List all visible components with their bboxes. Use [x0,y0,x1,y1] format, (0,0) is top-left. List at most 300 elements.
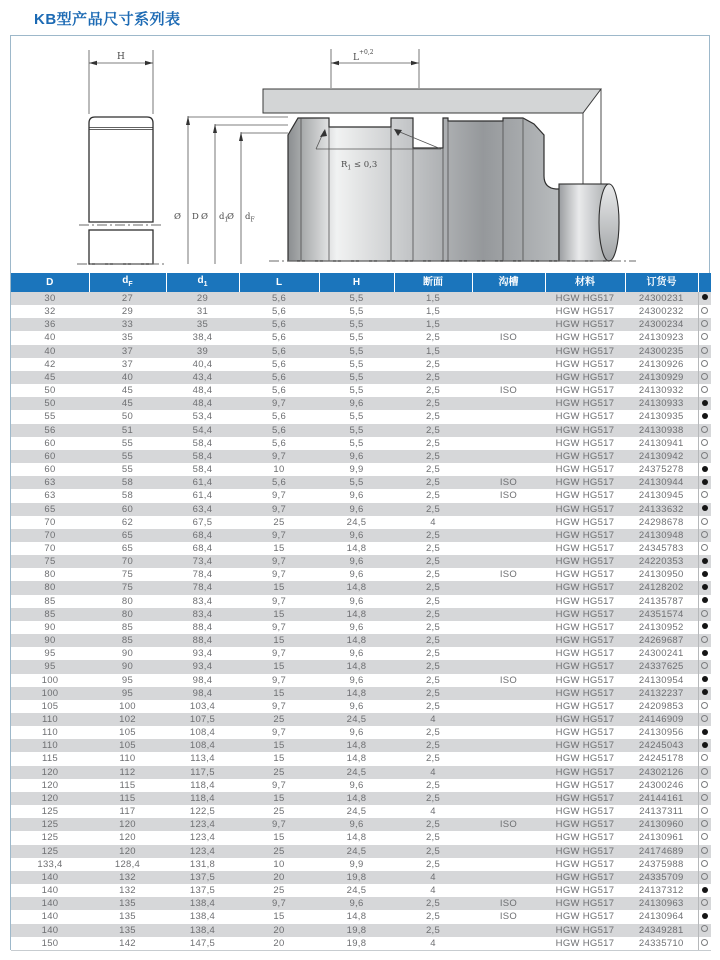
cell: 40 [11,331,89,344]
cell: 15 [239,739,319,752]
availability-cell [698,410,711,423]
table-row [11,858,711,871]
cell: 135 [89,897,166,910]
cell: 100 [11,687,89,700]
availability-cell [698,358,711,371]
cell: 5,5 [319,318,394,331]
cell: 2,5 [394,476,472,489]
cell [472,463,545,476]
shaft-assembly [269,118,636,261]
cell: 24220353 [625,555,698,568]
cell: 9,7 [239,450,319,463]
cell: 20 [239,937,319,951]
availability-cell [698,700,711,713]
cell: 125 [11,818,89,831]
cell: 78,4 [166,568,239,581]
cell: 24351574 [625,608,698,621]
cell: HGW HG517 [545,397,625,410]
open-dot-icon [701,662,708,669]
table-row [11,805,711,818]
cell: 2,5 [394,752,472,765]
cell: 95 [89,687,166,700]
cell [472,410,545,423]
cell: 30 [11,292,89,305]
cell: 9,6 [319,529,394,542]
cell: 93,4 [166,660,239,673]
table-row [11,318,711,331]
cell: 2,5 [394,621,472,634]
cell: 10 [239,463,319,476]
table-row [11,818,711,831]
cell: 2,5 [394,845,472,858]
cell: HGW HG517 [545,766,625,779]
cell: 2,5 [394,358,472,371]
cell: 5,6 [239,371,319,384]
availability-cell [698,818,711,831]
cell: 24245043 [625,739,698,752]
table-row [11,437,711,450]
availability-cell [698,831,711,844]
cell: 2,5 [394,792,472,805]
table-row [11,331,711,344]
col-header-order-number: 订货号 [625,273,698,292]
table-row [11,581,711,594]
cell: 9,6 [319,555,394,568]
table-row [11,871,711,884]
cell [472,660,545,673]
cell: 24130944 [625,476,698,489]
cell: 83,4 [166,608,239,621]
l-dimension [331,49,419,88]
cell: 9,7 [239,555,319,568]
cell [472,700,545,713]
cell: 88,4 [166,634,239,647]
cell: 140 [11,897,89,910]
cell: 125 [11,831,89,844]
cell: 73,4 [166,555,239,568]
cell: HGW HG517 [545,779,625,792]
cell: 15 [239,581,319,594]
cell: 5,6 [239,318,319,331]
col-header-d1: $d_1$ [166,273,239,292]
cell: 45 [11,371,89,384]
cell: 131,8 [166,858,239,871]
availability-cell [698,305,711,318]
cell: HGW HG517 [545,818,625,831]
cell: 98,4 [166,674,239,687]
cell: 2,5 [394,726,472,739]
cell: 24130923 [625,331,698,344]
cell: 138,4 [166,897,239,910]
cell: 24,5 [319,713,394,726]
filled-dot-icon [702,505,708,511]
cell: 95 [11,660,89,673]
cell: 90 [89,647,166,660]
cell: 9,7 [239,897,319,910]
open-dot-icon [701,610,708,617]
cell: HGW HG517 [545,595,625,608]
cell [472,884,545,897]
filled-dot-icon [702,650,708,656]
cell: ISO [472,476,545,489]
availability-cell [698,568,711,581]
filled-dot-icon [702,479,708,485]
availability-cell [698,437,711,450]
cell: 9,7 [239,529,319,542]
cell: 128,4 [89,858,166,871]
cell: 24,5 [319,805,394,818]
availability-cell [698,871,711,884]
cell [472,647,545,660]
cell: 98,4 [166,687,239,700]
cell: HGW HG517 [545,726,625,739]
cell: 1,5 [394,318,472,331]
filled-dot-icon [702,294,708,300]
cell: 14,8 [319,831,394,844]
cell: HGW HG517 [545,450,625,463]
cell: 70 [11,516,89,529]
cell: 9,6 [319,450,394,463]
cell: 24302126 [625,766,698,779]
cell: 24375278 [625,463,698,476]
cell: HGW HG517 [545,897,625,910]
cell: 85 [11,608,89,621]
cell [472,831,545,844]
filled-dot-icon [702,558,708,564]
col-header-availability [698,273,711,292]
cell: 10 [239,858,319,871]
cell: 5,5 [319,292,394,305]
open-dot-icon [701,518,708,525]
cell: 9,7 [239,503,319,516]
availability-cell [698,331,711,344]
cell: HGW HG517 [545,410,625,423]
filled-dot-icon [702,887,708,893]
cell: 50 [11,397,89,410]
cell: 2,5 [394,831,472,844]
table-row [11,568,711,581]
cell: 2,5 [394,739,472,752]
cell: 120 [11,792,89,805]
cell [472,871,545,884]
cell: 24300232 [625,305,698,318]
open-dot-icon [701,807,708,814]
cell: 24130941 [625,437,698,450]
cell: 9,6 [319,489,394,502]
dia-df-label: $d_F$ [245,212,255,224]
cell: 105 [11,700,89,713]
availability-cell [698,766,711,779]
open-dot-icon [701,386,708,393]
availability-cell [698,318,711,331]
cell: HGW HG517 [545,739,625,752]
cell: 61,4 [166,476,239,489]
cell: 118,4 [166,792,239,805]
cell: 24132237 [625,687,698,700]
cell: HGW HG517 [545,318,625,331]
cell: 51 [89,424,166,437]
cell: 5,5 [319,424,394,437]
cell: 48,4 [166,397,239,410]
cell: 120 [11,779,89,792]
col-header-d: D [11,273,89,292]
cell [472,555,545,568]
cell: 2,5 [394,437,472,450]
availability-cell [698,516,711,529]
cell: 9,6 [319,568,394,581]
table-row [11,397,711,410]
filled-dot-icon [702,466,708,472]
content-frame [10,35,710,950]
open-dot-icon [701,544,708,551]
cell: 4 [394,937,472,951]
cell: 132 [89,871,166,884]
cell: 60 [89,503,166,516]
cell: 35 [166,318,239,331]
col-header-df: $d_F$ [89,273,166,292]
cell: 75 [11,555,89,568]
cell: 5,6 [239,331,319,344]
cell: 65 [11,503,89,516]
cell: 60 [11,450,89,463]
cell: 4 [394,805,472,818]
table-row [11,476,711,489]
cell: HGW HG517 [545,424,625,437]
cell: HGW HG517 [545,581,625,594]
cell: 75 [89,568,166,581]
table-row [11,674,711,687]
cell: 32 [11,305,89,318]
cell: 19,8 [319,871,394,884]
cell: HGW HG517 [545,713,625,726]
open-dot-icon [701,939,708,946]
cell: 140 [11,884,89,897]
cell: 68,4 [166,529,239,542]
cell: 4 [394,871,472,884]
cell: 14,8 [319,542,394,555]
cell: HGW HG517 [545,331,625,344]
table-row [11,542,711,555]
filled-dot-icon [702,597,708,603]
col-header-l: L [239,273,319,292]
cell: 102 [89,713,166,726]
cell: 9,7 [239,568,319,581]
diameter-dimensions [186,116,288,264]
cell: 147,5 [166,937,239,951]
cell: 9,7 [239,818,319,831]
cell: 4 [394,884,472,897]
cell: 2,5 [394,568,472,581]
cell: 24130932 [625,384,698,397]
table-row [11,358,711,371]
cell: 24300241 [625,647,698,660]
cell: 24128202 [625,581,698,594]
cell: 24130952 [625,621,698,634]
cell: 24130926 [625,358,698,371]
cell: HGW HG517 [545,621,625,634]
cell: 2,5 [394,779,472,792]
cell: HGW HG517 [545,345,625,358]
cell: 24209853 [625,700,698,713]
cell: 9,6 [319,647,394,660]
cell [472,581,545,594]
cell: 14,8 [319,581,394,594]
availability-cell [698,924,711,937]
cell: 58,4 [166,437,239,450]
cell: 24345783 [625,542,698,555]
cell: 80 [89,595,166,608]
cell: 24130956 [625,726,698,739]
cell: 120 [89,831,166,844]
cell: 125 [11,845,89,858]
cell: HGW HG517 [545,489,625,502]
cell: 55 [89,450,166,463]
cell: 9,6 [319,726,394,739]
cell: 24,5 [319,516,394,529]
cell: 5,5 [319,371,394,384]
cell: 58 [89,489,166,502]
cell: 25 [239,884,319,897]
cell: 24337625 [625,660,698,673]
cell: 25 [239,713,319,726]
cell: 15 [239,634,319,647]
cell: 137,5 [166,871,239,884]
table-row [11,845,711,858]
availability-cell [698,555,711,568]
cell: 25 [239,805,319,818]
cell: 133,4 [11,858,89,871]
cell: 2,5 [394,331,472,344]
cell: 5,5 [319,476,394,489]
cell: 115 [89,779,166,792]
cell: HGW HG517 [545,634,625,647]
cell: 113,4 [166,752,239,765]
cell: 58 [89,476,166,489]
table-row [11,608,711,621]
table-row [11,595,711,608]
availability-cell [698,489,711,502]
cell [472,397,545,410]
cell: 9,6 [319,779,394,792]
table-row [11,621,711,634]
cell: 2,5 [394,397,472,410]
cell [472,752,545,765]
cell: 108,4 [166,726,239,739]
cell: 14,8 [319,752,394,765]
cell: 24130945 [625,489,698,502]
table-header-row [11,273,711,292]
cell: 24130954 [625,674,698,687]
cell: 15 [239,831,319,844]
filled-dot-icon [702,729,708,735]
cell: 14,8 [319,608,394,621]
cell: 24137312 [625,884,698,897]
cell: 5,6 [239,424,319,437]
cell: 24144161 [625,792,698,805]
cell: 63 [11,476,89,489]
cell: 20 [239,871,319,884]
cell [472,779,545,792]
cell: 117 [89,805,166,818]
open-dot-icon [701,833,708,840]
cell: 9,6 [319,700,394,713]
cell: HGW HG517 [545,845,625,858]
filled-dot-icon [702,400,708,406]
table-row [11,739,711,752]
l-dim-label: $L^{+0,2}$ [353,49,374,63]
open-dot-icon [701,860,708,867]
availability-cell [698,345,711,358]
cell: 24,5 [319,766,394,779]
cell: 19,8 [319,937,394,951]
open-dot-icon [701,531,708,538]
cell: 9,9 [319,858,394,871]
filled-dot-icon [702,571,708,577]
cell: ISO [472,384,545,397]
cell [472,858,545,871]
cell: HGW HG517 [545,292,625,305]
cell: 9,7 [239,674,319,687]
cell [472,371,545,384]
cell: 115 [11,752,89,765]
r1-note-label: $R_1 \le 0,3$ [341,160,378,172]
cell: 14,8 [319,634,394,647]
cell: 55 [89,437,166,450]
cell: 110 [89,752,166,765]
cell: 33 [89,318,166,331]
cell: 2,5 [394,910,472,923]
technical-drawing-area [11,36,709,273]
cell: HGW HG517 [545,805,625,818]
cell: 53,4 [166,410,239,423]
cell: 105 [89,739,166,752]
cell: 38,4 [166,331,239,344]
dia-d1-sign: Ø [201,212,208,222]
cell: 2,5 [394,660,472,673]
cell: 24130961 [625,831,698,844]
cell: 2,5 [394,489,472,502]
cell: 14,8 [319,739,394,752]
cell: 9,7 [239,489,319,502]
open-dot-icon [701,426,708,433]
cell [472,318,545,331]
cell [472,924,545,937]
cell: 58,4 [166,463,239,476]
cell: 9,7 [239,700,319,713]
cell: 1,5 [394,305,472,318]
cell: 123,4 [166,845,239,858]
cell: 24135787 [625,595,698,608]
cell: HGW HG517 [545,687,625,700]
cell: HGW HG517 [545,752,625,765]
cell: 67,5 [166,516,239,529]
cell: 5,6 [239,410,319,423]
cell: 5,5 [319,410,394,423]
cell: 2,5 [394,371,472,384]
availability-cell [698,674,711,687]
cell: 140 [11,871,89,884]
cell: 37 [89,345,166,358]
cell: 24130935 [625,410,698,423]
cell: 56 [11,424,89,437]
cell [472,608,545,621]
availability-cell [698,937,711,951]
cell: 123,4 [166,831,239,844]
cell: 9,6 [319,897,394,910]
cell: 9,7 [239,647,319,660]
cell: 135 [89,924,166,937]
availability-cell [698,463,711,476]
